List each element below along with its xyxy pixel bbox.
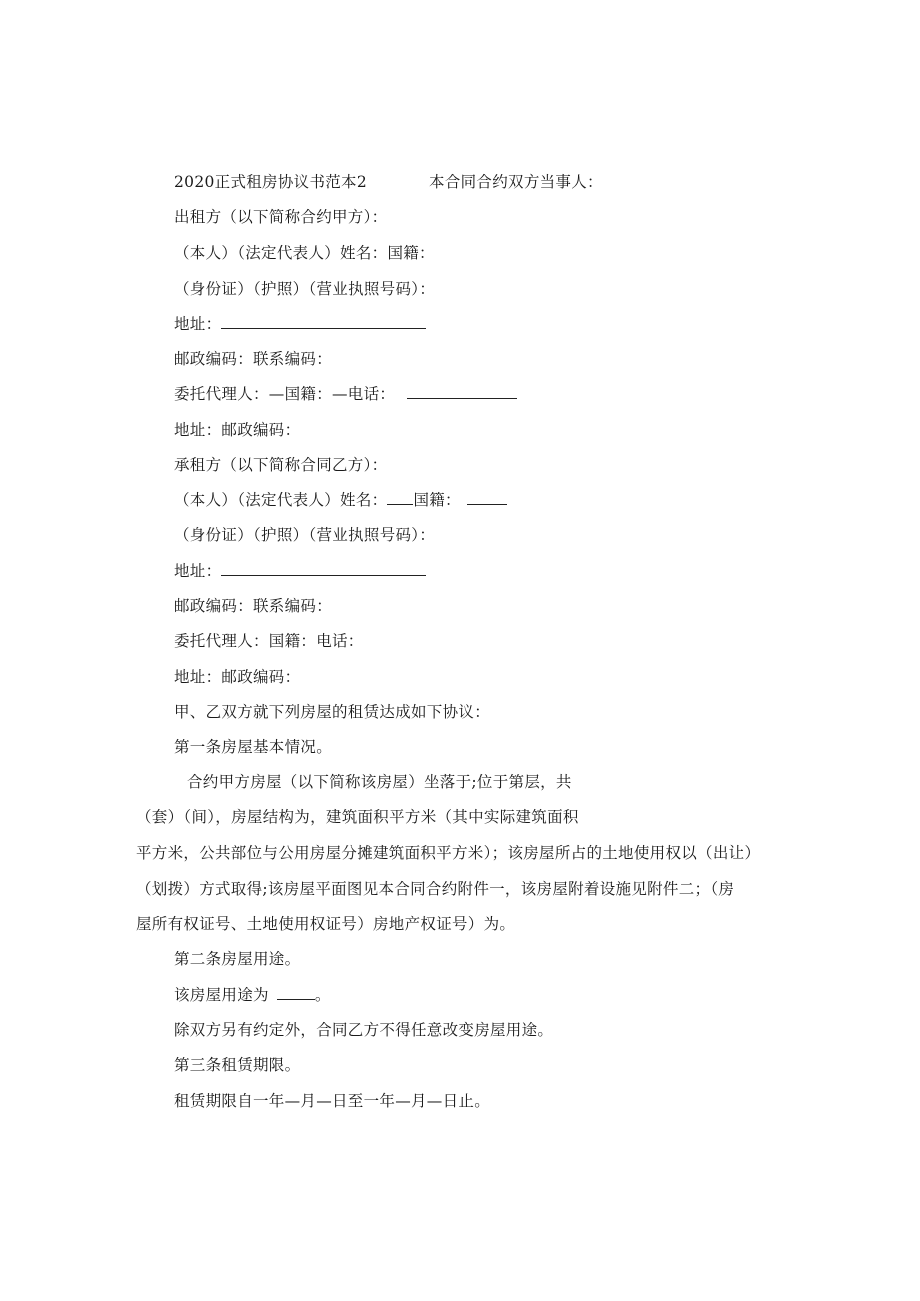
lessee-nationality-label: 国籍： bbox=[413, 491, 461, 509]
lessor-name-line: （本人）（法定代表人）姓名：国籍： bbox=[174, 244, 435, 262]
lessee-address-blank bbox=[221, 561, 426, 576]
lessor-address-line bbox=[174, 314, 426, 334]
article3-term: 租赁期限自一年—月—日至一年—月—日止。 bbox=[174, 1092, 491, 1110]
lessor-address-label: 地址： bbox=[174, 315, 222, 333]
lessor-agent-address-line: 地址：邮政编码： bbox=[174, 421, 301, 439]
article2-use-blank bbox=[277, 985, 315, 1000]
lessee-heading: 承租方（以下简称合同乙方）： bbox=[174, 456, 388, 474]
document-title: 2020正式租房协议书范本2 bbox=[174, 173, 368, 191]
article2-use-prefix: 该房屋用途为 bbox=[174, 986, 269, 1004]
article3-title: 第三条租赁期限。 bbox=[174, 1056, 301, 1074]
lessee-address-label: 地址： bbox=[174, 562, 222, 580]
lessor-id-line: （身份证）（护照）（营业执照号码）： bbox=[174, 280, 436, 298]
article2-title: 第二条房屋用途。 bbox=[174, 950, 301, 968]
lessee-address-line bbox=[174, 561, 426, 581]
lessor-agent-text: 委托代理人：—国籍：—电话： bbox=[174, 385, 396, 403]
lessee-agent-address-line: 地址：邮政编码： bbox=[174, 668, 301, 686]
agreement-line: 甲、乙双方就下列房屋的租赁达成如下协议： bbox=[174, 703, 491, 721]
lessee-name-blank bbox=[387, 490, 413, 505]
title-line bbox=[174, 172, 603, 192]
lessor-postal-line: 邮政编码：联系编码： bbox=[174, 350, 333, 368]
article1-paragraph-5: 屋所有权证号、土地使用权证号）房地产权证号）为。 bbox=[136, 915, 516, 933]
article1-title: 第一条房屋基本情况。 bbox=[174, 738, 333, 756]
lessee-agent-line: 委托代理人：国籍：电话： bbox=[174, 632, 364, 650]
article2-use-suffix: 。 bbox=[314, 986, 331, 1004]
lessee-name-prefix: （本人）（法定代表人）姓名： bbox=[174, 491, 388, 509]
article1-paragraph-4: （划拨）方式取得;该房屋平面图见本合同合约附件一，该房屋附着设施见附件二；（房 bbox=[136, 880, 735, 898]
lessor-phone-blank bbox=[407, 384, 517, 399]
article2-use-line bbox=[174, 985, 331, 1005]
lessor-heading: 出租方（以下简称合约甲方）： bbox=[174, 208, 388, 226]
lessee-nationality-blank bbox=[467, 490, 507, 505]
lessee-postal-line: 邮政编码：联系编码： bbox=[174, 597, 333, 615]
intro-text: 本合同合约双方当事人： bbox=[429, 173, 603, 191]
article1-paragraph-3: 平方米，公共部位与公用房屋分摊建筑面积平方米）；该房屋所占的土地使用权以（出让） bbox=[136, 844, 761, 862]
lessee-name-line bbox=[174, 490, 507, 510]
article1-paragraph-2: （套）（间），房屋结构为，建筑面积平方米（其中实际建筑面积 bbox=[136, 808, 579, 826]
article2-restriction: 除双方另有约定外，合同乙方不得任意改变房屋用途。 bbox=[174, 1021, 554, 1039]
lessee-id-line: （身份证）（护照）（营业执照号码）： bbox=[174, 526, 436, 544]
lessor-address-blank bbox=[221, 314, 426, 329]
article1-paragraph-1: 合约甲方房屋（以下简称该房屋）坐落于;位于第层，共 bbox=[187, 773, 572, 791]
lessor-agent-line bbox=[174, 384, 517, 404]
